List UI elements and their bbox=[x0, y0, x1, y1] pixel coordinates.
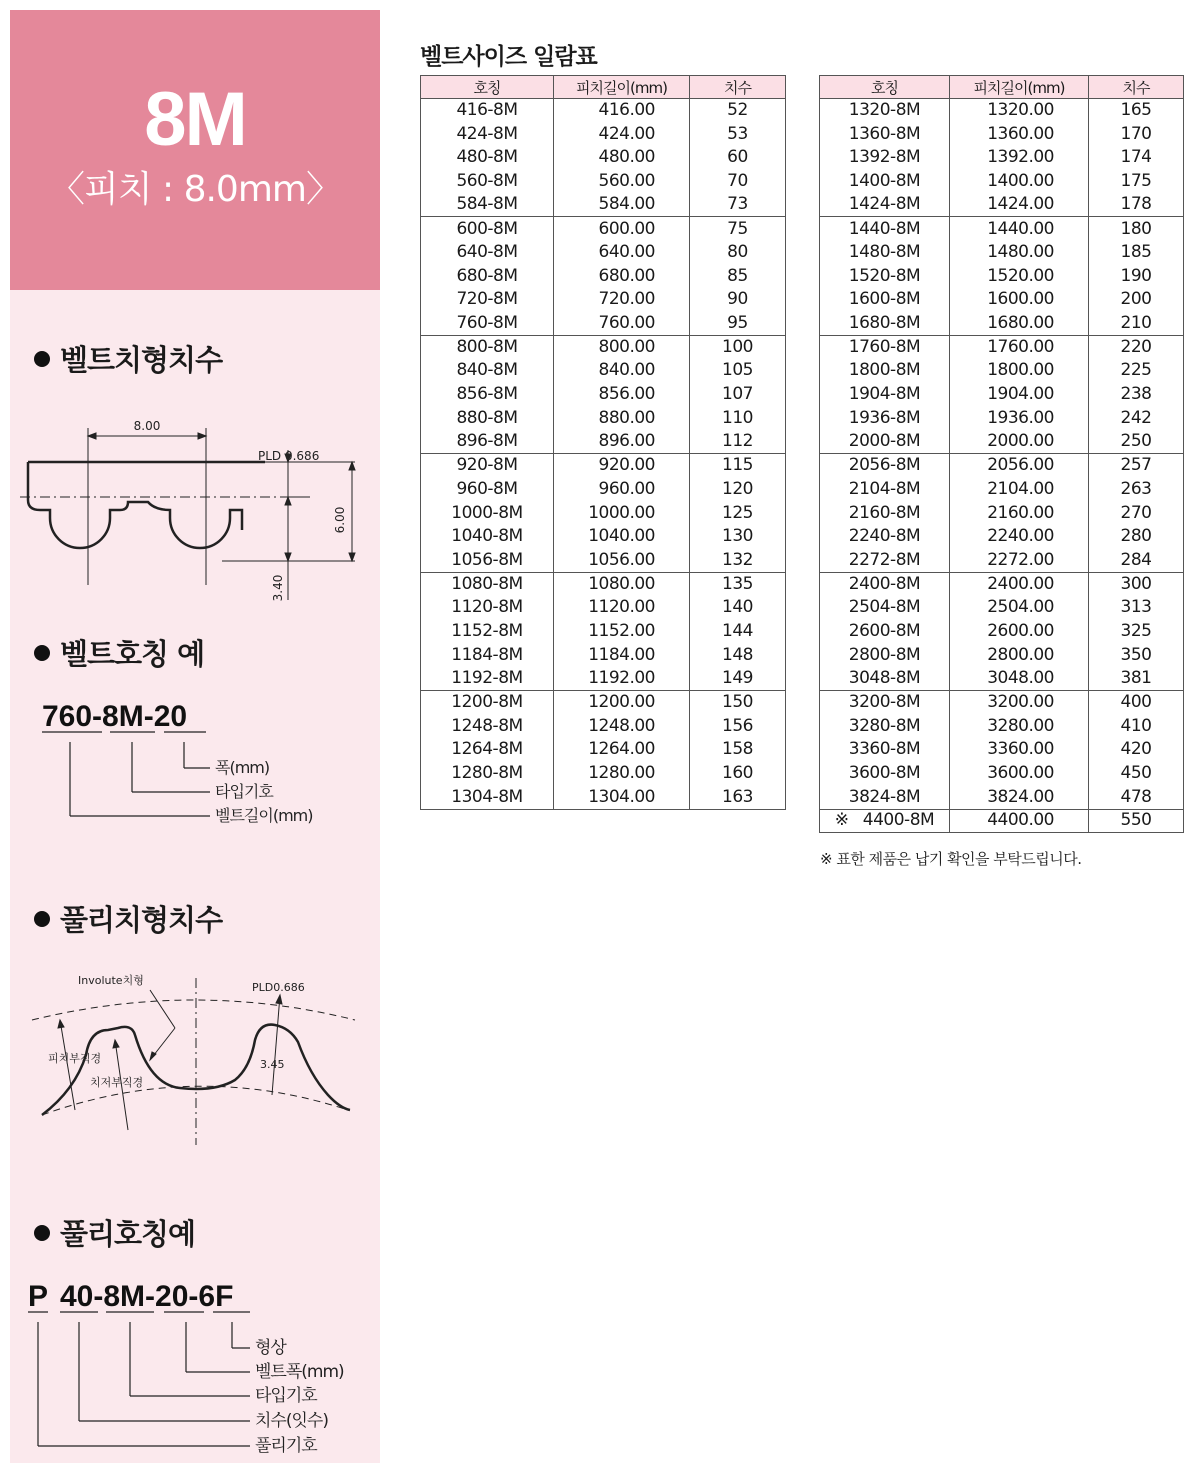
table-row bbox=[820, 596, 1184, 620]
cell-name: 3280-8M bbox=[820, 714, 950, 738]
cell-teeth: 210 bbox=[1089, 312, 1184, 336]
cell-name: 1080-8M bbox=[421, 572, 554, 596]
cell-teeth: 52 bbox=[690, 99, 786, 123]
size-table-left bbox=[420, 75, 786, 810]
table-row bbox=[421, 714, 786, 738]
cell-pitch-length: 2800.00 bbox=[950, 643, 1089, 667]
table-row bbox=[421, 288, 786, 312]
pulley-naming-heading: 풀리호칭예 bbox=[34, 1220, 195, 1249]
cell-name: 960-8M bbox=[421, 478, 554, 502]
cell-name: 480-8M bbox=[421, 146, 554, 170]
table-row bbox=[421, 643, 786, 667]
cell-pitch-length: 840.00 bbox=[554, 359, 690, 383]
table-row bbox=[820, 572, 1184, 596]
table-row bbox=[820, 288, 1184, 312]
cell-teeth: 100 bbox=[690, 335, 786, 359]
cell-teeth: 144 bbox=[690, 620, 786, 644]
cell-pitch-length: 800.00 bbox=[554, 335, 690, 359]
cell-pitch-length: 560.00 bbox=[554, 170, 690, 194]
cell-name: 1304-8M bbox=[421, 785, 554, 809]
pulley-code-example: 40-8M-20-6F bbox=[60, 1280, 234, 1313]
table-row bbox=[421, 572, 786, 596]
cell-teeth: 160 bbox=[690, 762, 786, 786]
table-row bbox=[820, 99, 1184, 123]
table-row bbox=[820, 146, 1184, 170]
cell-name: 1152-8M bbox=[421, 620, 554, 644]
table-row bbox=[820, 241, 1184, 265]
cell-pitch-length: 3824.00 bbox=[950, 785, 1089, 809]
tooth-depth-label: 3.45 bbox=[260, 1058, 285, 1071]
cell-teeth: 270 bbox=[1089, 501, 1184, 525]
cell-pitch-length: 1248.00 bbox=[554, 714, 690, 738]
cell-teeth: 135 bbox=[690, 572, 786, 596]
table-row bbox=[820, 714, 1184, 738]
size-table-title: 벨트사이즈 일람표 bbox=[420, 44, 597, 70]
cell-teeth: 140 bbox=[690, 596, 786, 620]
cell-name-text: 4400-8M bbox=[862, 810, 935, 831]
cell-pitch-length: 960.00 bbox=[554, 478, 690, 502]
cell-name: 1600-8M bbox=[820, 288, 950, 312]
cell-pitch-length: 1424.00 bbox=[950, 193, 1089, 217]
pulley-code-p: P bbox=[28, 1280, 49, 1313]
cell-pitch-length: 1360.00 bbox=[950, 122, 1089, 146]
cell-teeth: 110 bbox=[690, 406, 786, 430]
cell-teeth: 115 bbox=[690, 454, 786, 478]
cell-name: 1264-8M bbox=[421, 738, 554, 762]
cell-teeth: 242 bbox=[1089, 406, 1184, 430]
cell-teeth: 80 bbox=[690, 241, 786, 265]
cell-pitch-length: 1520.00 bbox=[950, 264, 1089, 288]
cell-teeth: 112 bbox=[690, 430, 786, 454]
cell-teeth: 238 bbox=[1089, 383, 1184, 407]
cell-teeth: 60 bbox=[690, 146, 786, 170]
cell-pitch-length: 1480.00 bbox=[950, 241, 1089, 265]
cell-pitch-length: 3600.00 bbox=[950, 762, 1089, 786]
table-row bbox=[820, 193, 1184, 217]
table-row bbox=[421, 525, 786, 549]
cell-teeth: 220 bbox=[1089, 335, 1184, 359]
cell-teeth: 284 bbox=[1089, 549, 1184, 573]
cell-pitch-length: 3360.00 bbox=[950, 738, 1089, 762]
cell-pitch-length: 1440.00 bbox=[950, 217, 1089, 241]
cell-pitch-length: 2160.00 bbox=[950, 501, 1089, 525]
cell-pitch-length: 4400.00 bbox=[950, 809, 1089, 833]
table-row bbox=[421, 335, 786, 359]
cell-teeth: 150 bbox=[690, 691, 786, 715]
cell-name: 2400-8M bbox=[820, 572, 950, 596]
cell-pitch-length: 720.00 bbox=[554, 288, 690, 312]
cell-pitch-length: 2240.00 bbox=[950, 525, 1089, 549]
belt-legend-type: 타입기호 bbox=[215, 782, 273, 801]
cell-pitch-length: 2600.00 bbox=[950, 620, 1089, 644]
table-row bbox=[820, 406, 1184, 430]
cell-teeth: 225 bbox=[1089, 359, 1184, 383]
cell-teeth: 200 bbox=[1089, 288, 1184, 312]
table-row bbox=[421, 170, 786, 194]
ref-mark: ※ bbox=[834, 810, 849, 831]
col-header-teeth: 치수 bbox=[1089, 76, 1184, 99]
cell-pitch-length: 1056.00 bbox=[554, 549, 690, 573]
table-row bbox=[421, 217, 786, 241]
cell-name: 1192-8M bbox=[421, 667, 554, 691]
cell-teeth: 163 bbox=[690, 785, 786, 809]
cell-name: 1936-8M bbox=[820, 406, 950, 430]
cell-teeth: 85 bbox=[690, 264, 786, 288]
cell-pitch-length: 424.00 bbox=[554, 122, 690, 146]
cell-name: 1040-8M bbox=[421, 525, 554, 549]
cell-pitch-length: 1304.00 bbox=[554, 785, 690, 809]
cell-name: 1120-8M bbox=[421, 596, 554, 620]
cell-teeth: 130 bbox=[690, 525, 786, 549]
table-row bbox=[820, 667, 1184, 691]
table-row bbox=[421, 383, 786, 407]
table-row bbox=[421, 241, 786, 265]
cell-pitch-length: 1280.00 bbox=[554, 762, 690, 786]
cell-pitch-length: 1040.00 bbox=[554, 525, 690, 549]
cell-name: 2504-8M bbox=[820, 596, 950, 620]
cell-teeth: 450 bbox=[1089, 762, 1184, 786]
pulley-legend-symbol: 풀리기호 bbox=[255, 1436, 317, 1456]
cell-teeth: 132 bbox=[690, 549, 786, 573]
size-table-right bbox=[819, 75, 1184, 833]
table-row bbox=[820, 762, 1184, 786]
table-row bbox=[820, 359, 1184, 383]
table-row bbox=[820, 454, 1184, 478]
cell-pitch-length: 1760.00 bbox=[950, 335, 1089, 359]
table-row bbox=[421, 549, 786, 573]
cell-teeth: 120 bbox=[690, 478, 786, 502]
cell-teeth: 325 bbox=[1089, 620, 1184, 644]
table-row bbox=[820, 738, 1184, 762]
cell-pitch-length: 480.00 bbox=[554, 146, 690, 170]
table-row bbox=[421, 667, 786, 691]
cell-pitch-length: 3200.00 bbox=[950, 691, 1089, 715]
cell-teeth: 178 bbox=[1089, 193, 1184, 217]
pitch-dimension-label: 8.00 bbox=[133, 419, 161, 433]
table-row bbox=[421, 193, 786, 217]
cell-name: 1424-8M bbox=[820, 193, 950, 217]
cell-pitch-length: 2272.00 bbox=[950, 549, 1089, 573]
bullet-icon bbox=[34, 645, 50, 661]
table-row bbox=[421, 785, 786, 809]
cell-name: 1480-8M bbox=[820, 241, 950, 265]
table-row bbox=[421, 359, 786, 383]
table-row bbox=[421, 312, 786, 336]
table-row bbox=[820, 478, 1184, 502]
cell-teeth: 158 bbox=[690, 738, 786, 762]
table-row bbox=[421, 478, 786, 502]
cell-pitch-length: 1400.00 bbox=[950, 170, 1089, 194]
cell-pitch-length: 1192.00 bbox=[554, 667, 690, 691]
cell-name: 3360-8M bbox=[820, 738, 950, 762]
bullet-icon bbox=[34, 1225, 50, 1241]
cell-name: 760-8M bbox=[421, 312, 554, 336]
cell-name: 640-8M bbox=[421, 241, 554, 265]
table-row bbox=[421, 620, 786, 644]
cell-teeth: 478 bbox=[1089, 785, 1184, 809]
cell-pitch-length: 2000.00 bbox=[950, 430, 1089, 454]
table-row bbox=[421, 406, 786, 430]
cell-teeth: 190 bbox=[1089, 264, 1184, 288]
cell-teeth: 105 bbox=[690, 359, 786, 383]
cell-teeth: 550 bbox=[1089, 809, 1184, 833]
cell-pitch-length: 1000.00 bbox=[554, 501, 690, 525]
pulley-legend-shape: 형상 bbox=[255, 1338, 286, 1358]
cell-teeth: 280 bbox=[1089, 525, 1184, 549]
cell-name: 584-8M bbox=[421, 193, 554, 217]
cell-name: 3824-8M bbox=[820, 785, 950, 809]
col-header-name: 호칭 bbox=[820, 76, 950, 99]
col-header-name: 호칭 bbox=[421, 76, 554, 99]
cell-pitch-length: 1600.00 bbox=[950, 288, 1089, 312]
cell-name bbox=[820, 809, 950, 833]
cell-name: 1800-8M bbox=[820, 359, 950, 383]
table-row bbox=[421, 691, 786, 715]
cell-teeth: 165 bbox=[1089, 99, 1184, 123]
cell-name: 1248-8M bbox=[421, 714, 554, 738]
cell-teeth: 313 bbox=[1089, 596, 1184, 620]
table-row bbox=[820, 501, 1184, 525]
cell-teeth: 107 bbox=[690, 383, 786, 407]
table-row bbox=[421, 596, 786, 620]
cell-pitch-length: 880.00 bbox=[554, 406, 690, 430]
table-row bbox=[421, 454, 786, 478]
cell-teeth: 174 bbox=[1089, 146, 1184, 170]
pulley-tooth-heading: 풀리치형치수 bbox=[34, 906, 222, 935]
table-row bbox=[820, 525, 1184, 549]
cell-pitch-length: 1120.00 bbox=[554, 596, 690, 620]
belt-legend-length: 벨트길이(mm) bbox=[215, 806, 313, 825]
table-row bbox=[421, 146, 786, 170]
cell-name: 1056-8M bbox=[421, 549, 554, 573]
table-row bbox=[820, 430, 1184, 454]
root-diameter-label: 치저부직경 bbox=[90, 1076, 144, 1089]
cell-teeth: 148 bbox=[690, 643, 786, 667]
cell-pitch-length: 1264.00 bbox=[554, 738, 690, 762]
cell-name: 2056-8M bbox=[820, 454, 950, 478]
cell-name: 2000-8M bbox=[820, 430, 950, 454]
cell-name: 1280-8M bbox=[421, 762, 554, 786]
table-row bbox=[421, 762, 786, 786]
cell-name: 2272-8M bbox=[820, 549, 950, 573]
table-row bbox=[820, 335, 1184, 359]
cell-pitch-length: 3048.00 bbox=[950, 667, 1089, 691]
cell-name: 560-8M bbox=[421, 170, 554, 194]
table-row bbox=[820, 809, 1184, 833]
cell-name: 856-8M bbox=[421, 383, 554, 407]
cell-name: 1680-8M bbox=[820, 312, 950, 336]
page-title: 8M bbox=[144, 77, 246, 162]
table-row bbox=[421, 264, 786, 288]
cell-teeth: 95 bbox=[690, 312, 786, 336]
col-header-pitch-length: 피치길이(mm) bbox=[950, 76, 1089, 99]
table-row bbox=[421, 122, 786, 146]
cell-teeth: 149 bbox=[690, 667, 786, 691]
pitch-subtitle: 〈피치 : 8.0mm〉 bbox=[49, 169, 341, 210]
pulley-legend-teeth: 치수(잇수) bbox=[255, 1411, 328, 1431]
cell-name: 424-8M bbox=[421, 122, 554, 146]
cell-teeth: 420 bbox=[1089, 738, 1184, 762]
cell-teeth: 350 bbox=[1089, 643, 1184, 667]
cell-teeth: 263 bbox=[1089, 478, 1184, 502]
cell-teeth: 257 bbox=[1089, 454, 1184, 478]
table-row bbox=[421, 501, 786, 525]
delivery-note: ※ 표한 제품은 납기 확인을 부탁드립니다. bbox=[820, 850, 1082, 868]
table-row bbox=[820, 170, 1184, 194]
belt-code-connectors bbox=[10, 730, 380, 830]
col-header-teeth: 치수 bbox=[690, 76, 786, 99]
cell-name: 2104-8M bbox=[820, 478, 950, 502]
involute-label: Involute치형 bbox=[78, 974, 144, 987]
table-row bbox=[820, 691, 1184, 715]
cell-pitch-length: 2056.00 bbox=[950, 454, 1089, 478]
cell-name: 720-8M bbox=[421, 288, 554, 312]
table-row bbox=[421, 430, 786, 454]
cell-pitch-length: 3280.00 bbox=[950, 714, 1089, 738]
pitch-diameter-label: 피치부직경 bbox=[48, 1052, 102, 1065]
table-row bbox=[421, 99, 786, 123]
cell-pitch-length: 584.00 bbox=[554, 193, 690, 217]
table-row bbox=[820, 383, 1184, 407]
pulley-legend-belt-width: 벨트폭(mm) bbox=[255, 1362, 344, 1382]
pulley-pld-label: PLD0.686 bbox=[252, 981, 305, 994]
cell-pitch-length: 1936.00 bbox=[950, 406, 1089, 430]
cell-teeth: 53 bbox=[690, 122, 786, 146]
belt-code-example: 760-8M-20 bbox=[42, 700, 188, 733]
cell-pitch-length: 1080.00 bbox=[554, 572, 690, 596]
cell-name: 2240-8M bbox=[820, 525, 950, 549]
cell-name: 3600-8M bbox=[820, 762, 950, 786]
cell-teeth: 381 bbox=[1089, 667, 1184, 691]
cell-pitch-length: 896.00 bbox=[554, 430, 690, 454]
cell-teeth: 400 bbox=[1089, 691, 1184, 715]
cell-name: 416-8M bbox=[421, 99, 554, 123]
cell-name: 3200-8M bbox=[820, 691, 950, 715]
cell-name: 1392-8M bbox=[820, 146, 950, 170]
cell-name: 1440-8M bbox=[820, 217, 950, 241]
cell-pitch-length: 1200.00 bbox=[554, 691, 690, 715]
tooth-height-label: 3.40 bbox=[271, 574, 285, 602]
cell-name: 600-8M bbox=[421, 217, 554, 241]
cell-name: 1400-8M bbox=[820, 170, 950, 194]
cell-teeth: 75 bbox=[690, 217, 786, 241]
header-block bbox=[10, 10, 380, 290]
cell-teeth: 250 bbox=[1089, 430, 1184, 454]
cell-pitch-length: 640.00 bbox=[554, 241, 690, 265]
belt-legend-width: 폭(mm) bbox=[215, 758, 270, 777]
cell-name: 1184-8M bbox=[421, 643, 554, 667]
cell-pitch-length: 416.00 bbox=[554, 99, 690, 123]
belt-tooth-diagram bbox=[10, 410, 380, 610]
cell-teeth: 170 bbox=[1089, 122, 1184, 146]
cell-name: 800-8M bbox=[421, 335, 554, 359]
cell-teeth: 300 bbox=[1089, 572, 1184, 596]
sidebar-panel bbox=[10, 10, 380, 1463]
table-row bbox=[820, 217, 1184, 241]
cell-teeth: 70 bbox=[690, 170, 786, 194]
cell-name: 880-8M bbox=[421, 406, 554, 430]
cell-name: 1904-8M bbox=[820, 383, 950, 407]
cell-pitch-length: 1320.00 bbox=[950, 99, 1089, 123]
cell-teeth: 73 bbox=[690, 193, 786, 217]
cell-pitch-length: 760.00 bbox=[554, 312, 690, 336]
belt-tooth-heading: 벨트치형치수 bbox=[34, 346, 222, 375]
pld-label: PLD 0.686 bbox=[258, 449, 320, 463]
cell-pitch-length: 856.00 bbox=[554, 383, 690, 407]
table-row bbox=[421, 738, 786, 762]
cell-pitch-length: 1152.00 bbox=[554, 620, 690, 644]
bullet-icon bbox=[34, 351, 50, 367]
cell-name: 680-8M bbox=[421, 264, 554, 288]
cell-name: 1000-8M bbox=[421, 501, 554, 525]
pulley-legend-type: 타입기호 bbox=[255, 1386, 317, 1406]
cell-teeth: 410 bbox=[1089, 714, 1184, 738]
cell-name: 2800-8M bbox=[820, 643, 950, 667]
cell-name: 1320-8M bbox=[820, 99, 950, 123]
cell-pitch-length: 1184.00 bbox=[554, 643, 690, 667]
cell-name: 1200-8M bbox=[421, 691, 554, 715]
table-row bbox=[820, 312, 1184, 336]
cell-name: 3048-8M bbox=[820, 667, 950, 691]
cell-pitch-length: 680.00 bbox=[554, 264, 690, 288]
cell-pitch-length: 2104.00 bbox=[950, 478, 1089, 502]
cell-name: 1520-8M bbox=[820, 264, 950, 288]
cell-teeth: 175 bbox=[1089, 170, 1184, 194]
pulley-tooth-diagram bbox=[10, 960, 380, 1150]
cell-teeth: 185 bbox=[1089, 241, 1184, 265]
cell-name: 1760-8M bbox=[820, 335, 950, 359]
cell-pitch-length: 2504.00 bbox=[950, 596, 1089, 620]
table-row bbox=[820, 122, 1184, 146]
bullet-icon bbox=[34, 911, 50, 927]
cell-teeth: 125 bbox=[690, 501, 786, 525]
cell-pitch-length: 600.00 bbox=[554, 217, 690, 241]
table-row bbox=[820, 785, 1184, 809]
cell-teeth: 90 bbox=[690, 288, 786, 312]
cell-pitch-length: 920.00 bbox=[554, 454, 690, 478]
table-row bbox=[820, 643, 1184, 667]
belt-naming-heading: 벨트호칭 예 bbox=[34, 640, 204, 669]
cell-teeth: 180 bbox=[1089, 217, 1184, 241]
cell-name: 896-8M bbox=[421, 430, 554, 454]
cell-pitch-length: 1904.00 bbox=[950, 383, 1089, 407]
col-header-pitch-length: 피치길이(mm) bbox=[554, 76, 690, 99]
cell-name: 2600-8M bbox=[820, 620, 950, 644]
cell-name: 2160-8M bbox=[820, 501, 950, 525]
cell-pitch-length: 2400.00 bbox=[950, 572, 1089, 596]
table-row bbox=[820, 264, 1184, 288]
table-row bbox=[820, 549, 1184, 573]
table-row bbox=[820, 620, 1184, 644]
cell-pitch-length: 1392.00 bbox=[950, 146, 1089, 170]
cell-name: 840-8M bbox=[421, 359, 554, 383]
cell-pitch-length: 1680.00 bbox=[950, 312, 1089, 336]
cell-teeth: 156 bbox=[690, 714, 786, 738]
cell-name: 1360-8M bbox=[820, 122, 950, 146]
cell-pitch-length: 1800.00 bbox=[950, 359, 1089, 383]
belt-height-label: 6.00 bbox=[333, 506, 347, 534]
cell-name: 920-8M bbox=[421, 454, 554, 478]
